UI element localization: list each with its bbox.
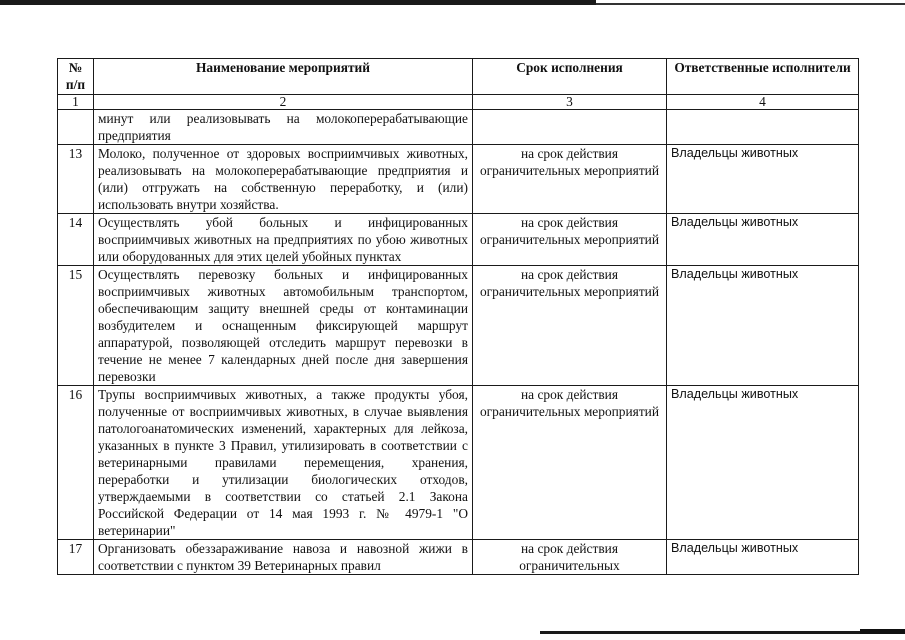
scan-border-top bbox=[0, 0, 596, 5]
table-row bbox=[58, 214, 859, 266]
measure-text: Молоко, полученное от здоровых восприимчивых животных, реализовывать на молокоперерабатывающие предприятия и (или) отгружать на собственную переработку, и (или) использовать внутри хозяйства. bbox=[94, 145, 473, 214]
measure-text: Осуществлять перевозку больных и инфицированных восприимчивых животных автомобильным транспортом, обеспечивающим защиту внешней среды от контаминации возбудителем и оснащенным фиксирующей маршрут аппаратурой, позволяющей отследить маршрут перевозки в течение не менее 7 календарных дней после дня завершения перевозки bbox=[94, 266, 473, 386]
column-numbers-row bbox=[58, 95, 859, 110]
row-number: 17 bbox=[58, 540, 94, 575]
column-number: 3 bbox=[473, 95, 667, 110]
responsible-text: Владельцы животных bbox=[667, 145, 859, 214]
responsible-text: Владельцы животных bbox=[667, 386, 859, 540]
deadline-text: на срок действия ограничительных мероприятий bbox=[473, 145, 667, 214]
row-number: 16 bbox=[58, 386, 94, 540]
deadline-text: на срок действия ограничительных мероприятий bbox=[473, 266, 667, 386]
responsible-text: Владельцы животных bbox=[667, 540, 859, 575]
column-number: 1 bbox=[58, 95, 94, 110]
column-number: 2 bbox=[94, 95, 473, 110]
row-number: 14 bbox=[58, 214, 94, 266]
responsible-text: Владельцы животных bbox=[667, 214, 859, 266]
row-number: 15 bbox=[58, 266, 94, 386]
row-number: 13 bbox=[58, 145, 94, 214]
table-row bbox=[58, 145, 859, 214]
table-row bbox=[58, 540, 859, 575]
measure-text: Трупы восприимчивых животных, а также продукты убоя, полученные от восприимчивых животных, в случае выявления патологоанатомических изменений, характерных для лейкоза, указанных в пункте 3 Правил, утилизировать в соответствии с ветеринарными правилами перемещения, хранения, переработки и утилизации биологических отходов, утверждаемыми в соответствии со статьей 2.1 Закона Российской Федерации от 14 мая 1993 г. № 4979-1 "О ветеринарии" bbox=[94, 386, 473, 540]
header-number: № п/п bbox=[58, 59, 94, 95]
measure-text: Осуществлять убой больных и инфицированных восприимчивых животных на предприятиях по убою животных или оборудованных для этих целей убойных пунктах bbox=[94, 214, 473, 266]
table-row bbox=[58, 110, 859, 145]
measures-table bbox=[57, 58, 859, 575]
deadline-text: на срок действия ограничительных мероприятий bbox=[473, 386, 667, 540]
header-measure-name: Наименование мероприятий bbox=[94, 59, 473, 95]
scan-border-top-thin bbox=[596, 3, 905, 5]
scan-border-bottom bbox=[540, 631, 905, 634]
responsible-text: Владельцы животных bbox=[667, 266, 859, 386]
header-responsible: Ответственные исполнители bbox=[667, 59, 859, 95]
measure-text: Организовать обеззараживание навоза и навозной жижи в соответствии с пунктом 39 Ветеринарных правил bbox=[94, 540, 473, 575]
row-number bbox=[58, 110, 94, 145]
scan-border-bottom-corner bbox=[860, 629, 905, 634]
header-deadline: Срок исполнения bbox=[473, 59, 667, 95]
table-row bbox=[58, 266, 859, 386]
responsible-text bbox=[667, 110, 859, 145]
column-number: 4 bbox=[667, 95, 859, 110]
table-row bbox=[58, 386, 859, 540]
deadline-text: на срок действия ограничительных мероприятий bbox=[473, 214, 667, 266]
deadline-text bbox=[473, 110, 667, 145]
deadline-text: на срок действия ограничительных bbox=[473, 540, 667, 575]
measure-text: минут или реализовывать на молокоперерабатывающие предприятия bbox=[94, 110, 473, 145]
table-header-row bbox=[58, 59, 859, 95]
